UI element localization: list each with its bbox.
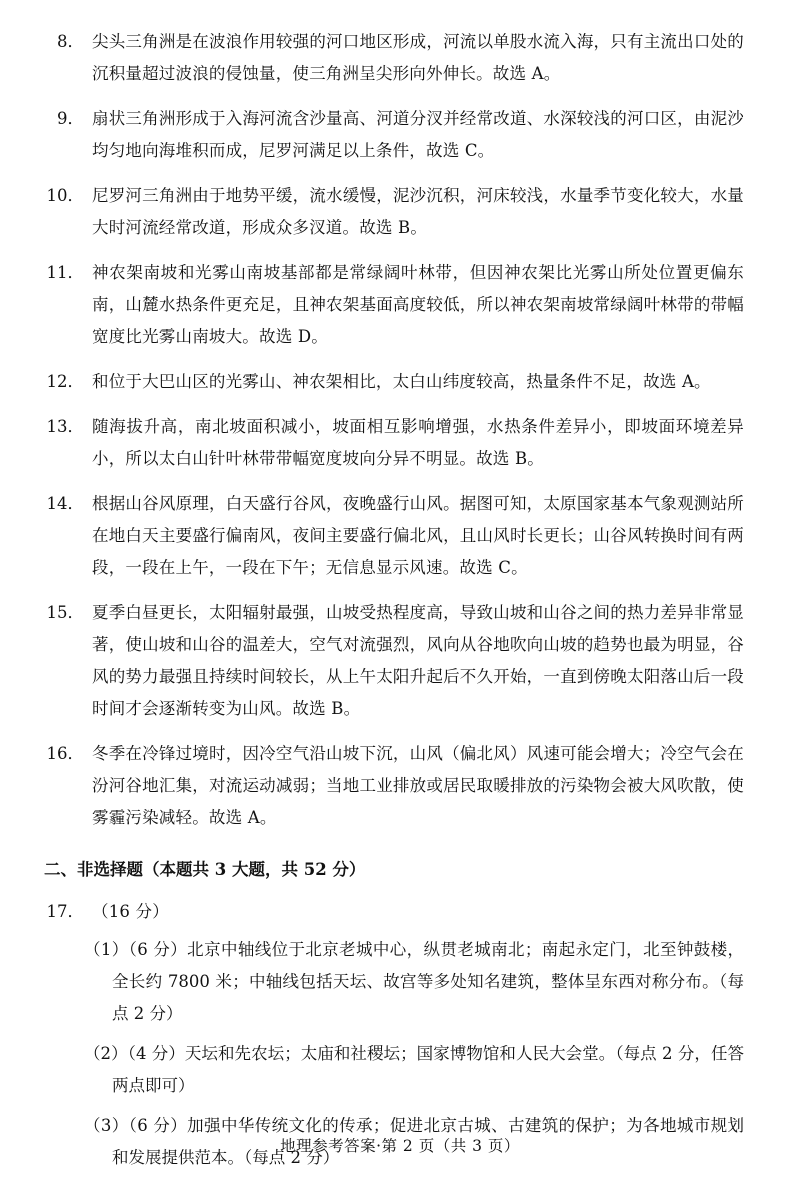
answer-item: [44, 257, 744, 353]
question-score: （16 分）: [92, 902, 169, 921]
item-text: 夏季白昼更长，太阳辐射最强，山坡受热程度高，导致山坡和山谷之间的热力差异非常显著，使山坡和山谷的温差大，空气对流强烈，风向从谷地吹向山坡的趋势也最为明显，谷风的势力最强且持续时间较长，从上午太阳升起后不久开始，一直到傍晚太阳落山后一段时间才会逐渐转变为山风。故选 B。: [92, 603, 744, 718]
answer-item: [44, 738, 744, 834]
item-number: 15．: [46, 603, 84, 622]
page-footer: 地理参考答案·第 2 页（共 3 页）: [280, 1137, 520, 1155]
item-number: 16．: [46, 744, 84, 763]
question-number: 17．: [46, 902, 84, 921]
item-number: 10．: [46, 186, 84, 205]
answer-item: [44, 180, 744, 244]
item-number: 9．: [57, 109, 84, 128]
sub-answer-1: （1）（6 分）北京中轴线位于北京老城中心，纵贯老城南北；南起永定门，北至钟鼓楼，全长约 7800 米；中轴线包括天坛、故宫等多处知名建筑，整体呈东西对称分布。（每点 2 分）: [84, 940, 744, 1023]
item-text: 尖头三角洲是在波浪作用较强的河口地区形成，河流以单股水流入海，只有主流出口处的沉积量超过波浪的侵蚀量，使三角洲呈尖形向外伸长。故选 A。: [92, 32, 744, 83]
item-text: 和位于大巴山区的光雾山、神农架相比，太白山纬度较高，热量条件不足，故选 A。: [92, 372, 711, 391]
item-number: 11．: [46, 263, 84, 282]
question-header: [44, 896, 744, 928]
sub-answer-3: （3）（6 分）加强中华传统文化的传承；促进北京古城、古建筑的保护；为各地城市规划和发展提供范本。（每点 2 分）: [84, 1116, 744, 1167]
item-text: 神农架南坡和光雾山南坡基部都是常绿阔叶林带，但因神农架比光雾山所处位置更偏东南，山麓水热条件更充足，且神农架基面高度较低，所以神农架南坡常绿阔叶林带的带幅宽度比光雾山南坡大。故选 D。: [92, 263, 744, 346]
item-number: 14．: [46, 494, 84, 513]
answer-item: [44, 103, 744, 167]
section-heading: 二、非选择题（本题共 3 大题，共 52 分）: [44, 860, 366, 879]
answer-item: [44, 366, 744, 398]
item-number: 8．: [57, 32, 84, 51]
answer-item: [44, 488, 744, 584]
item-text: 冬季在冷锋过境时，因冷空气沿山坡下沉，山风（偏北风）风速可能会增大；冷空气会在汾河谷地汇集，对流运动减弱；当地工业排放或居民取暖排放的污染物会被大风吹散，使雾霾污染减轻。故选 A。: [92, 744, 744, 827]
sub-answer-2: （2）（4 分）天坛和先农坛；太庙和社稷坛；国家博物馆和人民大会堂。（每点 2 分，任答两点即可）: [84, 1044, 744, 1095]
item-text: 扇状三角洲形成于入海河流含沙量高、河道分汊并经常改道、水深较浅的河口区，由泥沙均匀地向海堆积而成，尼罗河满足以上条件，故选 C。: [92, 109, 744, 160]
item-text: 随海拔升高，南北坡面积减小，坡面相互影响增强，水热条件差异小，即坡面环境差异小，所以太白山针叶林带带幅宽度坡向分异不明显。故选 B。: [92, 417, 744, 468]
answer-item: [44, 411, 744, 475]
item-number: 13．: [46, 417, 84, 436]
item-text: 尼罗河三角洲由于地势平缓，流水缓慢，泥沙沉积，河床较浅，水量季节变化较大，水量大时河流经常改道，形成众多汊道。故选 B。: [92, 186, 744, 237]
answer-item: [44, 597, 744, 725]
answer-item: [44, 26, 744, 90]
item-text: 根据山谷风原理，白天盛行谷风，夜晚盛行山风。据图可知，太原国家基本气象观测站所在地白天主要盛行偏南风，夜间主要盛行偏北风，且山风时长更长；山谷风转换时间有两段，一段在上午，一段在下午；无信息显示风速。故选 C。: [92, 494, 744, 577]
item-number: 12．: [46, 372, 84, 391]
